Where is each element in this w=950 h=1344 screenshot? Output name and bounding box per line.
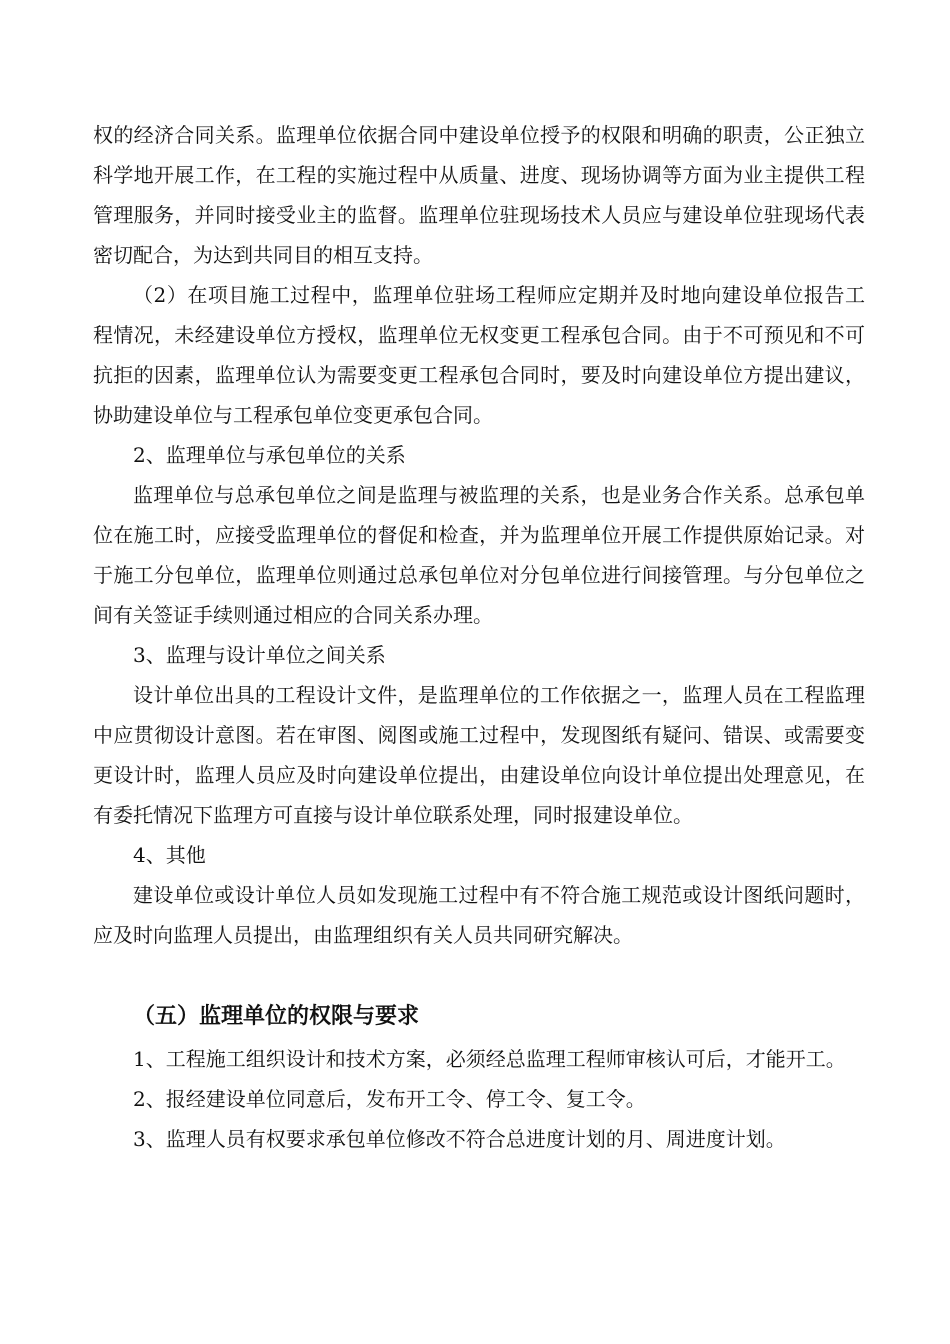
paragraph-designer-relationship: 设计单位出具的工程设计文件，是监理单位的工作依据之一，监理人员在工程监理中应贯彻设计意图。若在审图、阅图或施工过程中，发现图纸有疑问、错误、或需要变更设计时，监理人员应及时向建设单位提出，由建设单位向设计单位提出处理意见，在有委托情况下监理方可直接与设计单位联系处理，同时报建设单位。: [93, 683, 865, 827]
section-heading: （五）监理单位的权限与要求: [133, 1004, 420, 1029]
subheading-other: 4、其他: [133, 843, 206, 867]
paragraph-other: 建设单位或设计单位人员如发现施工过程中有不符合施工规范或设计图纸问题时，应及时向监理人员提出，由监理组织有关人员共同研究解决。: [93, 883, 865, 947]
document-body: [93, 115, 865, 1159]
paragraph-site-engineer-reporting: （2）在项目施工过程中，监理单位驻场工程师应定期并及时地向建设单位报告工程情况，未经建设单位方授权，监理单位无权变更工程承包合同。由于不可预见和不可抗拒的因素，监理单位认为需要变更工程承包合同时，要及时向建设单位方提出建议，协助建设单位与工程承包单位变更承包合同。: [93, 283, 865, 427]
subheading-contractor-relationship: 2、监理单位与承包单位的关系: [133, 443, 406, 467]
list-item-work-orders: 2、报经建设单位同意后，发布开工令、停工令、复工令。: [133, 1087, 646, 1111]
paragraph-owner-relationship-continued: 权的经济合同关系。监理单位依据合同中建设单位授予的权限和明确的职责，公正独立科学地开展工作，在工程的实施过程中从质量、进度、现场协调等方面为业主提供工程管理服务，并同时接受业主的监督。监理单位驻现场技术人员应与建设单位驻现场代表密切配合，为达到共同目的相互支持。: [93, 123, 865, 267]
subheading-designer-relationship: 3、监理与设计单位之间关系: [133, 643, 386, 667]
paragraph-contractor-relationship: 监理单位与总承包单位之间是监理与被监理的关系，也是业务合作关系。总承包单位在施工时，应接受监理单位的督促和检查，并为监理单位开展工作提供原始记录。对于施工分包单位，监理单位则通过总承包单位对分包单位进行间接管理。与分包单位之间有关签证手续则通过相应的合同关系办理。: [93, 483, 865, 627]
list-item-construction-plan: 1、工程施工组织设计和技术方案，必须经总监理工程师审核认可后，才能开工。: [133, 1047, 846, 1071]
list-item-schedule-revision: 3、监理人员有权要求承包单位修改不符合总进度计划的月、周进度计划。: [133, 1127, 786, 1151]
